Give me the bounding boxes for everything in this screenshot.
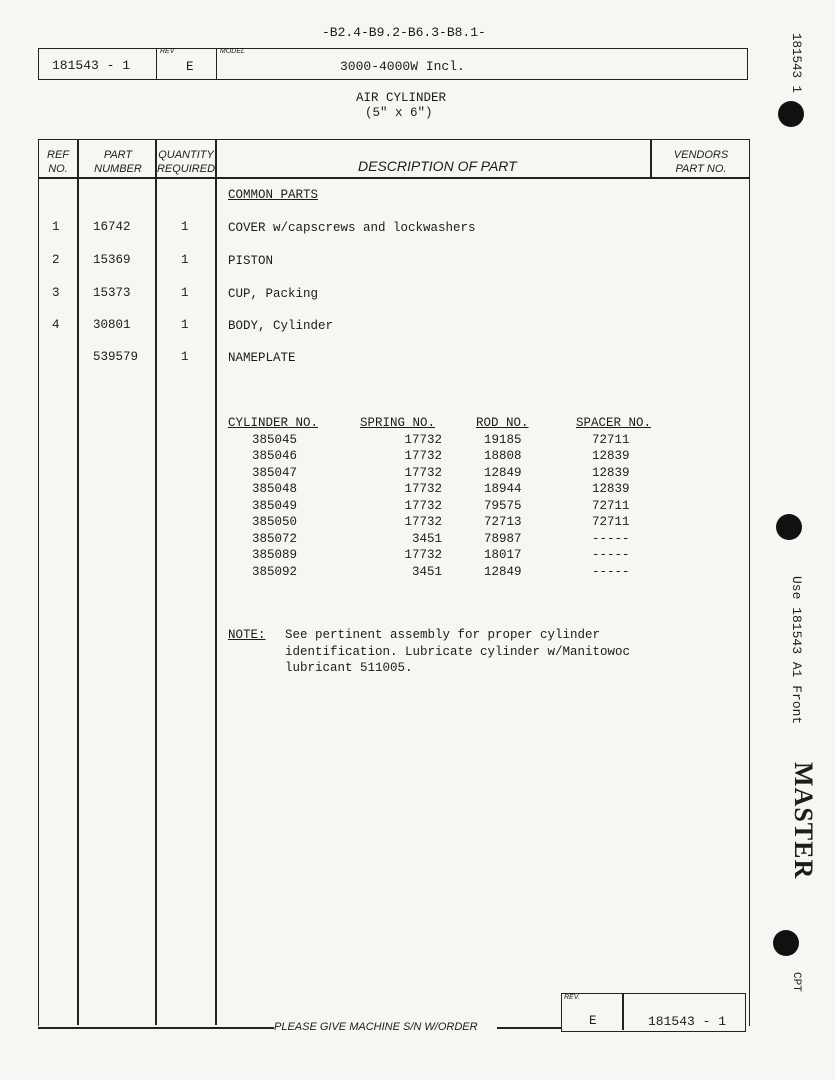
rod-no-cell: 19185 (484, 432, 522, 447)
part-number-cell: 15373 (93, 286, 131, 300)
rod-no-header: ROD NO. (476, 416, 529, 430)
margin-part-number: 181543 1 (789, 33, 803, 94)
note-label: NOTE: (228, 628, 266, 642)
quantity-cell: 1 (181, 350, 189, 364)
spring-no-header: SPRING NO. (360, 416, 436, 430)
description-cell: COVER w/capscrews and lockwashers (228, 221, 476, 235)
quantity-cell: 1 (181, 253, 189, 267)
rod-no-cell: 18017 (484, 548, 522, 562)
part-number-cell: 16742 (93, 220, 131, 234)
footer-part-number: 181543 - 1 (648, 1014, 727, 1029)
spring-no-cell: 3451 (411, 531, 442, 546)
note-line: lubricant 511005. (285, 661, 413, 675)
spring-no-cell: 17732 (404, 432, 442, 447)
spring-no-cell: 3451 (411, 564, 442, 579)
header-divider (216, 48, 217, 80)
footer-rule (38, 1027, 274, 1029)
rod-no-cell: 72713 (484, 515, 522, 529)
section-heading: COMMON PARTS (228, 188, 319, 202)
description-cell: CUP, Packing (228, 287, 319, 301)
note-line: See pertinent assembly for proper cylinder (285, 628, 601, 642)
spacer-no-cell: 12839 (592, 482, 630, 496)
spacer-no-cell: 72711 (592, 432, 630, 447)
header-model-label: MODEL (220, 48, 245, 55)
page-title: AIR CYLINDER (356, 91, 447, 105)
table-header-divider (38, 177, 750, 179)
spacer-no-cell: ----- (592, 531, 630, 546)
part-number-cell: 30801 (93, 318, 131, 332)
cylinder-row (228, 531, 651, 548)
part-number-cell: 15369 (93, 253, 131, 267)
column-divider (215, 139, 217, 1025)
rod-no-cell: 18808 (484, 449, 522, 463)
note-line: identification. Lubricate cylinder w/Manitowoc (285, 645, 631, 659)
rod-no-cell: 12849 (484, 564, 522, 579)
col-ref-no: REF NO. (47, 149, 69, 175)
spacer-no-cell: ----- (592, 548, 630, 562)
spring-no-cell: 17732 (404, 449, 442, 463)
description-cell: NAMEPLATE (228, 351, 296, 365)
ref-no-cell: 4 (52, 318, 60, 332)
ref-no-cell: 1 (52, 220, 60, 234)
cylinder-no-cell: 385046 (252, 449, 298, 463)
quantity-cell: 1 (181, 286, 189, 300)
spring-no-cell: 17732 (404, 515, 442, 529)
document-code: -B2.4-B9.2-B6.3-B8.1- (322, 25, 486, 40)
cylinder-no-cell: 385045 (252, 432, 298, 447)
cylinder-table (228, 415, 651, 580)
spacer-no-cell: 72711 (592, 515, 630, 529)
cylinder-row (228, 432, 651, 449)
margin-cpt: CPT (790, 972, 802, 992)
header-rev: E (186, 60, 194, 74)
cylinder-no-cell: 385050 (252, 515, 298, 529)
binder-hole (773, 930, 799, 956)
binder-hole (776, 514, 802, 540)
column-divider (650, 139, 652, 179)
quantity-cell: 1 (181, 220, 189, 234)
cylinder-no-cell: 385047 (252, 465, 298, 480)
col-description: DESCRIPTION OF PART (358, 158, 517, 174)
ref-no-cell: 3 (52, 286, 60, 300)
header-model: 3000-4000W Incl. (340, 59, 465, 74)
cylinder-no-cell: 385048 (252, 482, 298, 496)
binder-hole (778, 101, 804, 127)
header-part-number: 181543 - 1 (52, 58, 131, 73)
quantity-cell: 1 (181, 318, 189, 332)
col-vendors: VENDORS PART NO. (673, 149, 729, 175)
col-part-number: PART NUMBER (94, 149, 142, 175)
cylinder-row (228, 465, 651, 482)
cylinder-row (228, 564, 651, 581)
description-cell: BODY, Cylinder (228, 319, 334, 333)
parts-table-frame (38, 139, 750, 1026)
part-number-cell: 539579 (93, 350, 139, 364)
spacer-no-header: SPACER NO. (576, 416, 652, 430)
cylinder-no-cell: 385089 (252, 548, 298, 562)
column-divider (155, 139, 157, 1025)
footer-rule (497, 1027, 561, 1029)
rod-no-cell: 79575 (484, 498, 522, 513)
margin-use-front: Use 181543 A1 Front (789, 576, 804, 725)
footer-instruction: PLEASE GIVE MACHINE S/N W/ORDER (274, 1021, 478, 1033)
spring-no-cell: 17732 (404, 548, 442, 562)
spring-no-cell: 17732 (404, 465, 442, 480)
header-divider (156, 48, 157, 80)
footer-rev-divider (622, 993, 624, 1030)
footer-rev-label: REV. (564, 994, 580, 1001)
cylinder-row (228, 448, 651, 465)
spacer-no-cell: 12839 (592, 449, 630, 463)
spacer-no-cell: 12839 (592, 465, 630, 480)
cylinder-row (228, 514, 651, 531)
rod-no-cell: 12849 (484, 465, 522, 480)
spring-no-cell: 17732 (404, 482, 442, 496)
cylinder-row (228, 481, 651, 498)
ref-no-cell: 2 (52, 253, 60, 267)
spring-no-cell: 17732 (404, 498, 442, 513)
cylinder-header-row (228, 415, 651, 432)
master-stamp: MASTER (789, 762, 818, 880)
col-quantity: QUANTITY REQUIRED (156, 149, 216, 175)
cylinder-row (228, 547, 651, 564)
rod-no-cell: 18944 (484, 482, 522, 496)
footer-rev: E (589, 1014, 597, 1028)
cylinder-no-cell: 385092 (252, 564, 298, 579)
cylinder-no-header: CYLINDER NO. (228, 416, 319, 430)
rod-no-cell: 78987 (484, 531, 522, 546)
description-cell: PISTON (228, 254, 274, 268)
cylinder-no-cell: 385049 (252, 498, 298, 513)
cylinder-no-cell: 385072 (252, 531, 298, 546)
page-subtitle: (5" x 6") (365, 106, 433, 120)
spacer-no-cell: ----- (592, 564, 630, 579)
header-rev-label: REV (160, 48, 175, 55)
column-divider (77, 139, 79, 1025)
spacer-no-cell: 72711 (592, 498, 630, 513)
cylinder-row (228, 498, 651, 515)
